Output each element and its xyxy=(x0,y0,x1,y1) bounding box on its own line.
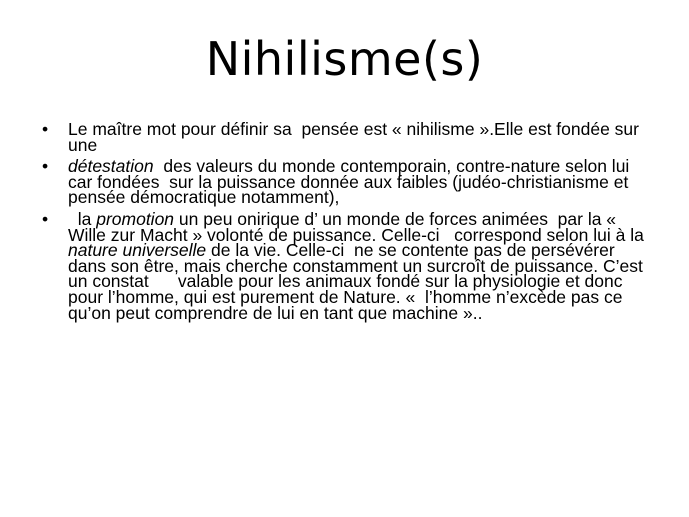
bullet-dot-icon: • xyxy=(42,156,49,177)
bullet-text-emphasis: nature universelle xyxy=(68,240,207,261)
slide-title: Nihilisme(s) xyxy=(205,32,484,86)
bullet-dot-icon: • xyxy=(42,208,49,229)
bullet-text-segment: des valeurs du monde contemporain, contre-nature selon lui car fondées sur la puissance donnée aux faibles (judéo-christianisme et pensée démocratique notamment), xyxy=(68,156,635,208)
bullet-text-emphasis: détestation xyxy=(68,156,154,177)
bullet-text xyxy=(68,156,652,208)
bullet-text-segment: de la vie. Celle-ci ne se contente pas de persévérer dans son être, mais cherche constamment un surcroît de puissance. C’est un constat valable pour les animaux fondé sur la physiologie et donc pour l’homme, qui est purement de Nature. « l’homme n’excède pas ce qu’on peut comprendre de lui en tant que machine ».. xyxy=(68,240,648,323)
bullet-list xyxy=(42,119,652,327)
bullet-text-emphasis: promotion xyxy=(96,208,175,229)
bullet-text-segment: un peu onirique d’ un monde de forces animées par la « Wille zur Macht » volonté de puissance. Celle-ci correspond selon lui à la xyxy=(68,208,649,245)
bullet-text-segment: la xyxy=(68,208,97,229)
bullet-dot-icon: • xyxy=(42,119,49,139)
bullet-text-segment: Le maître mot pour définir sa pensée est « nihilisme ».Elle est fondée sur une xyxy=(68,119,644,155)
bullet-text xyxy=(68,208,652,323)
bullet-item xyxy=(42,208,652,323)
bullet-item xyxy=(42,119,652,155)
bullet-item xyxy=(42,156,652,208)
bullet-text xyxy=(68,119,652,155)
